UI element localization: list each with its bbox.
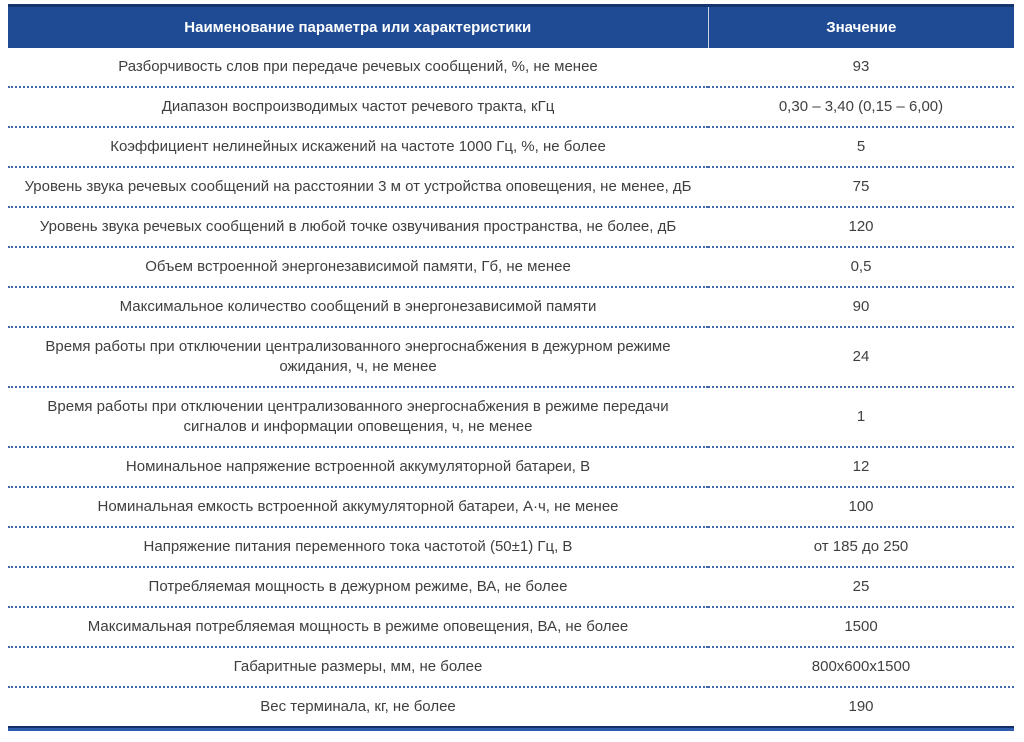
param-cell: Номинальная емкость встроенной аккумуляторной батареи, А·ч, не менее — [8, 487, 708, 527]
value-cell: 24 — [708, 327, 1014, 387]
param-cell: Время работы при отключении централизованного энергоснабжения в дежурном режиме ожидания, ч, не менее — [8, 327, 708, 387]
param-cell: Напряжение питания переменного тока частотой (50±1) Гц, В — [8, 527, 708, 567]
param-cell: Объем встроенной энергонезависимой памяти, Гб, не менее — [8, 247, 708, 287]
table-row — [8, 48, 1014, 87]
value-cell: 0,30 – 3,40 (0,15 – 6,00) — [708, 87, 1014, 127]
table-row — [8, 687, 1014, 726]
param-cell: Время работы при отключении централизованного энергоснабжения в режиме передачи сигналов и информации оповещения, ч, не менее — [8, 387, 708, 447]
table-row — [8, 567, 1014, 607]
table-body — [8, 48, 1014, 726]
table-row — [8, 387, 1014, 447]
param-cell: Потребляемая мощность в дежурном режиме, ВА, не более — [8, 567, 708, 607]
specs-table — [8, 4, 1014, 726]
table-row — [8, 287, 1014, 327]
value-cell: 100 — [708, 487, 1014, 527]
value-cell: 5 — [708, 127, 1014, 167]
table-row — [8, 167, 1014, 207]
value-cell: 0,5 — [708, 247, 1014, 287]
table-bottom-rule — [8, 726, 1014, 731]
value-cell: 12 — [708, 447, 1014, 487]
param-cell: Габаритные размеры, мм, не более — [8, 647, 708, 687]
value-cell: 1500 — [708, 607, 1014, 647]
table-row — [8, 327, 1014, 387]
table-row — [8, 607, 1014, 647]
table-row — [8, 447, 1014, 487]
value-cell: 190 — [708, 687, 1014, 726]
param-cell: Диапазон воспроизводимых частот речевого тракта, кГц — [8, 87, 708, 127]
table-row — [8, 87, 1014, 127]
value-column-header: Значение — [708, 6, 1014, 49]
table-row — [8, 207, 1014, 247]
param-column-header: Наименование параметра или характеристики — [8, 6, 708, 49]
table-row — [8, 247, 1014, 287]
param-cell: Коэффициент нелинейных искажений на частоте 1000 Гц, %, не более — [8, 127, 708, 167]
param-cell: Уровень звука речевых сообщений в любой точке озвучивания пространства, не более, дБ — [8, 207, 708, 247]
table-row — [8, 527, 1014, 567]
value-cell: 1 — [708, 387, 1014, 447]
param-cell: Номинальное напряжение встроенной аккумуляторной батареи, В — [8, 447, 708, 487]
param-cell: Максимальная потребляемая мощность в режиме оповещения, ВА, не более — [8, 607, 708, 647]
value-cell: 800х600х1500 — [708, 647, 1014, 687]
value-cell: 25 — [708, 567, 1014, 607]
param-cell: Уровень звука речевых сообщений на расстоянии 3 м от устройства оповещения, не менее, дБ — [8, 167, 708, 207]
table-row — [8, 647, 1014, 687]
specs-table-container — [8, 4, 1014, 731]
param-cell: Разборчивость слов при передаче речевых сообщений, %, не менее — [8, 48, 708, 87]
param-cell: Вес терминала, кг, не более — [8, 687, 708, 726]
value-cell: 120 — [708, 207, 1014, 247]
value-cell: 75 — [708, 167, 1014, 207]
table-row — [8, 487, 1014, 527]
value-cell: от 185 до 250 — [708, 527, 1014, 567]
param-cell: Максимальное количество сообщений в энергонезависимой памяти — [8, 287, 708, 327]
value-cell: 93 — [708, 48, 1014, 87]
value-cell: 90 — [708, 287, 1014, 327]
table-header-row — [8, 6, 1014, 49]
table-row — [8, 127, 1014, 167]
